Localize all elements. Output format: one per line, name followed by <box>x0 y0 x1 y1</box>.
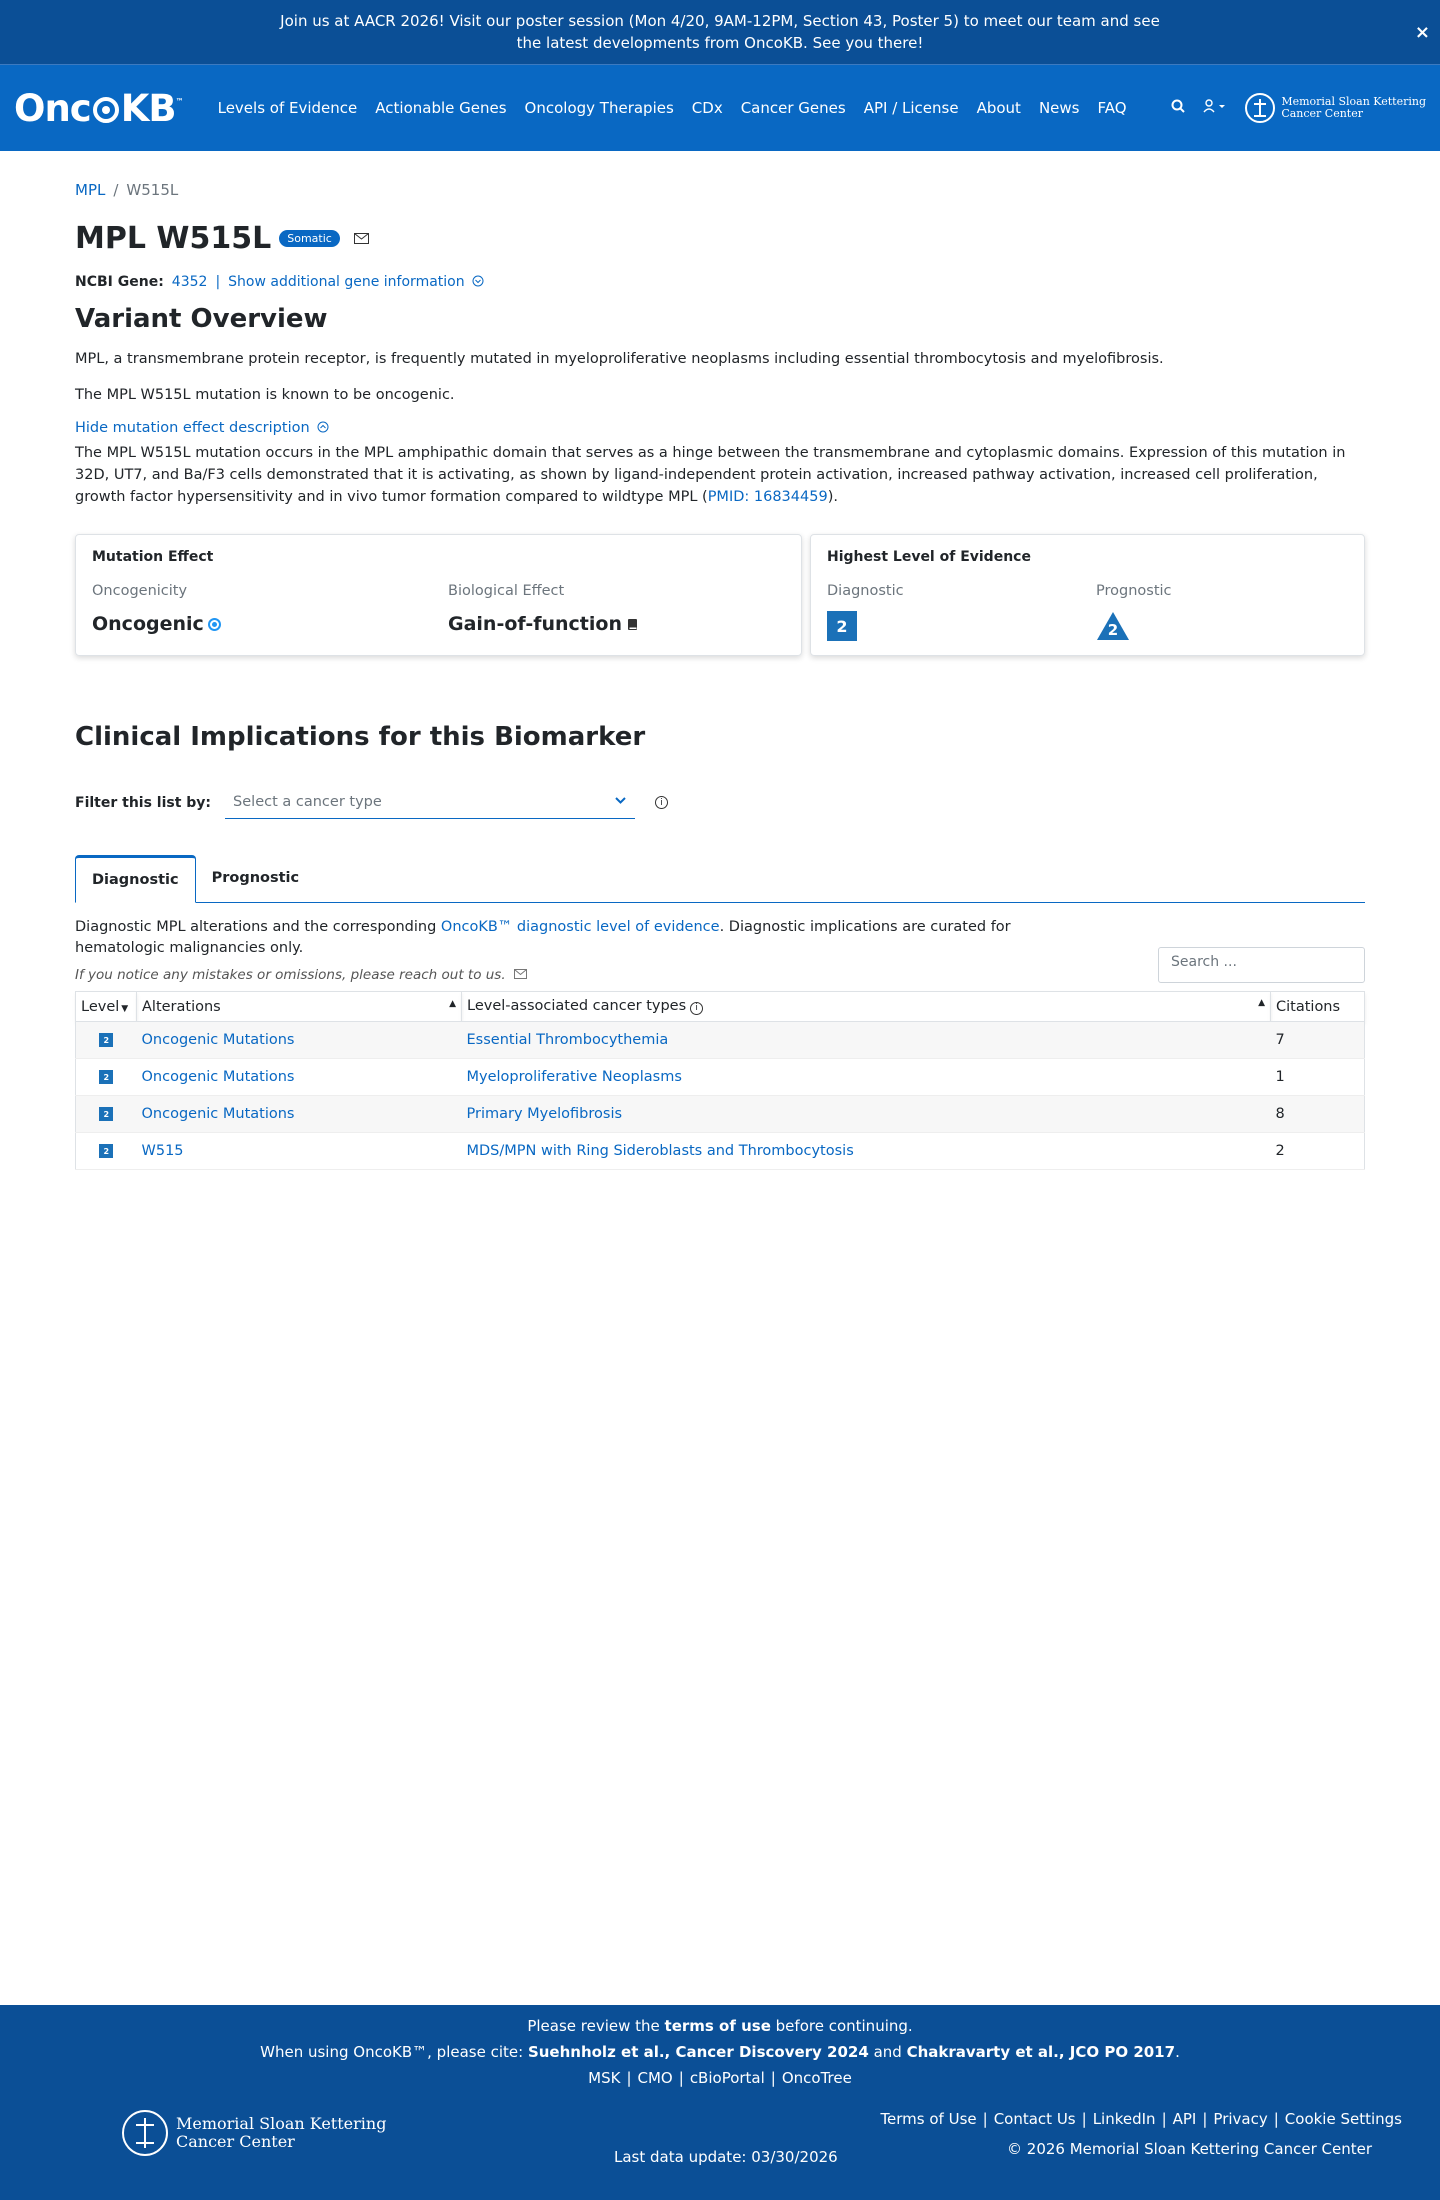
title-row <box>75 221 1365 256</box>
summary-cards <box>75 534 1365 656</box>
highest-level-card <box>810 534 1365 656</box>
mutation-effect-description <box>75 442 1365 508</box>
nav-item-api-license[interactable]: API / License <box>863 99 959 117</box>
cancer-type-cell <box>462 1059 1271 1096</box>
terms-of-use-link[interactable]: terms of use <box>664 2017 771 2035</box>
cancer-type-link[interactable]: Myeloproliferative Neoplasms <box>466 1069 682 1085</box>
footer-link-oncotree[interactable]: OncoTree <box>781 2069 852 2087</box>
info-icon[interactable]: i <box>655 796 668 809</box>
footer-msk-line-2: Cancer Center <box>176 2132 295 2151</box>
alteration-cell <box>137 1096 462 1133</box>
msk-logo-text <box>1281 96 1426 120</box>
oncogenic-icon <box>208 618 221 631</box>
level-column-header[interactable] <box>76 992 137 1022</box>
info-icon[interactable]: i <box>690 1002 703 1015</box>
filter-row <box>75 786 1365 819</box>
citations-cell[interactable]: 1 <box>1271 1059 1365 1096</box>
footer-link-linkedin[interactable]: LinkedIn <box>1092 2110 1156 2128</box>
clinical-implications-title: Clinical Implications for this Biomarker <box>75 722 646 752</box>
nav-right <box>1171 93 1426 123</box>
highest-level-cols <box>827 583 1348 641</box>
mutation-effect-title: Mutation Effect <box>92 549 214 565</box>
show-gene-info-link[interactable] <box>228 274 484 290</box>
table-header-row <box>76 992 1365 1022</box>
oncokb-logo[interactable] <box>14 87 183 130</box>
variant-summary: The MPL W515L mutation is known to be oncogenic. <box>75 387 455 403</box>
table-row <box>76 1059 1365 1096</box>
nav-item-levels-of-evidence[interactable]: Levels of Evidence <box>217 99 358 117</box>
footer-partner-links: MSK | CMO | cBioPortal | OncoTree <box>588 2069 852 2087</box>
alterations-header-label: Alterations <box>142 998 221 1015</box>
nav-item-about[interactable]: About <box>976 99 1021 117</box>
nav-item-oncology-therapies[interactable]: Oncology Therapies <box>524 99 674 117</box>
mail-icon[interactable] <box>354 230 369 248</box>
alteration-link[interactable]: Oncogenic Mutations <box>141 1106 295 1122</box>
level-header-label: Level <box>81 998 120 1015</box>
breadcrumb-sep: / <box>113 181 119 199</box>
feedback-note <box>75 967 527 983</box>
main-content <box>0 181 1440 1170</box>
diagnostic-desc-text: Diagnostic MPL alterations and the corresponding <box>75 919 441 935</box>
chevron-down-icon <box>614 794 627 807</box>
alteration-cell <box>137 1133 462 1170</box>
mail-icon[interactable] <box>514 969 527 979</box>
pmid-link[interactable]: PMID: 16834459 <box>707 489 828 505</box>
oncogenicity-col <box>92 583 448 635</box>
cancer-types-header-label: Level-associated cancer types <box>467 998 687 1015</box>
biological-effect-value-row <box>448 613 639 635</box>
hide-mutation-effect-label: Hide mutation effect description <box>75 420 310 436</box>
chevron-down-circle-icon <box>472 275 484 287</box>
cancer-type-link[interactable]: Primary Myelofibrosis <box>466 1106 623 1122</box>
book-icon[interactable] <box>626 618 639 631</box>
implications-table <box>75 991 1365 1170</box>
level-2-icon[interactable]: 2 <box>99 1144 113 1158</box>
somatic-badge: Somatic <box>279 230 340 247</box>
citations-cell[interactable]: 2 <box>1271 1133 1365 1170</box>
gene-summary: MPL, a transmembrane protein receptor, is frequently mutated in myeloproliferative neoplasms including essential thrombocytosis and myelofibrosis. <box>75 351 1164 367</box>
msk-line-2: Cancer Center <box>1281 107 1363 120</box>
footer-terms-notice <box>0 2017 1440 2035</box>
footer-link-cbioportal[interactable]: cBioPortal <box>689 2069 765 2087</box>
level-cell <box>76 1022 137 1059</box>
cancer-types-column-header[interactable] <box>462 992 1271 1022</box>
alterations-column-header[interactable] <box>137 992 462 1022</box>
cite-link-1[interactable]: Suehnholz et al., Cancer Discovery 2024 <box>527 2043 869 2061</box>
footer-review-post: before continuing. <box>770 2017 913 2035</box>
level-2-icon[interactable]: 2 <box>99 1033 113 1047</box>
footer-msk-logo[interactable] <box>122 2110 386 2156</box>
ncbi-gene-link[interactable]: 4352 <box>171 274 208 290</box>
alteration-link[interactable]: W515 <box>141 1143 184 1159</box>
breadcrumb <box>75 181 1365 199</box>
logo-text-post: KB <box>120 86 176 130</box>
show-gene-info-label: Show additional gene information <box>228 274 465 290</box>
footer-link-api[interactable]: API <box>1172 2110 1197 2128</box>
highest-level-title: Highest Level of Evidence <box>827 549 1031 565</box>
footer-legal-links: Terms of Use | Contact Us | LinkedIn | API | Privacy | Cookie Settings <box>880 2110 1402 2128</box>
chevron-up-circle-icon <box>317 421 329 433</box>
footer-msk-line-1: Memorial Sloan Kettering <box>176 2114 387 2133</box>
search-icon[interactable] <box>1171 99 1185 117</box>
cancer-type-link[interactable]: MDS/MPN with Ring Sideroblasts and Thrombocytosis <box>466 1143 854 1159</box>
navbar <box>0 65 1440 151</box>
prognostic-col <box>1096 583 1172 641</box>
filter-label: Filter this list by: <box>75 794 212 811</box>
footer-link-cookie-settings[interactable]: Cookie Settings <box>1284 2110 1402 2128</box>
sort-asc-icon: ▲ <box>1258 998 1265 1009</box>
tab-diagnostic[interactable]: Diagnostic <box>75 855 196 903</box>
footer-review-pre: Please review the <box>527 2017 665 2035</box>
footer-msk-text <box>176 2115 386 2151</box>
nav-item-cancer-genes[interactable]: Cancer Genes <box>740 99 846 117</box>
footer-link-cmo[interactable]: CMO <box>637 2069 673 2087</box>
table-row <box>76 1133 1365 1170</box>
announcement-banner <box>0 0 1440 65</box>
level-2-icon[interactable]: 2 <box>99 1070 113 1084</box>
msk-logo[interactable] <box>1245 93 1426 123</box>
cite-post: . <box>1175 2043 1180 2061</box>
cancer-type-select[interactable] <box>225 786 635 819</box>
description-end: ). <box>827 489 838 505</box>
oncogenicity-value: Oncogenic <box>92 613 204 635</box>
table-row <box>76 1022 1365 1059</box>
citations-cell[interactable]: 8 <box>1271 1096 1365 1133</box>
cancer-type-cell <box>462 1022 1271 1059</box>
alteration-link[interactable]: Oncogenic Mutations <box>141 1032 295 1048</box>
breadcrumb-variant: W515L <box>126 181 179 199</box>
biological-effect-label: Biological Effect <box>448 583 565 599</box>
diagnostic-col <box>827 583 1096 641</box>
citations-column-header[interactable]: Citations <box>1271 992 1365 1022</box>
cancer-type-link[interactable]: Essential Thrombocythemia <box>466 1032 669 1048</box>
diagnostic-desc-end: . Diagnostic implications are curated for hematologic malignancies only. <box>75 919 1011 956</box>
nav-menu <box>209 99 1136 117</box>
announcement-text: Join us at AACR 2026! Visit our poster session (Mon 4/20, 9AM-12PM, Section 43, Poster 5) to meet our team and see the latest developments from OncoKB. See you there! <box>280 12 1160 52</box>
last-data-update: Last data update: 03/30/2026 <box>614 2148 838 2166</box>
footer-link-privacy[interactable]: Privacy <box>1213 2110 1268 2128</box>
oncogenicity-label: Oncogenicity <box>92 583 188 599</box>
sort-desc-icon: ▼ <box>121 1003 129 1014</box>
cite-and: and <box>868 2043 907 2061</box>
footer-link-msk[interactable]: MSK <box>588 2069 621 2087</box>
nav-item-faq[interactable]: FAQ <box>1097 99 1127 117</box>
prognostic-level-icon[interactable] <box>1096 611 1130 641</box>
level-cell <box>76 1059 137 1096</box>
citations-cell[interactable]: 7 <box>1271 1022 1365 1059</box>
cancer-type-placeholder: Select a cancer type <box>233 794 382 810</box>
table-row <box>76 1096 1365 1133</box>
hide-mutation-effect-link[interactable] <box>75 420 329 436</box>
copyright: © 2026 Memorial Sloan Kettering Cancer Center <box>1007 2140 1372 2158</box>
prognostic-label: Prognostic <box>1096 583 1172 599</box>
biological-effect-col <box>448 583 639 635</box>
nav-item-cdx[interactable]: CDx <box>691 99 723 117</box>
nav-item-news[interactable]: News <box>1038 99 1080 117</box>
note-row <box>75 954 1365 983</box>
prognostic-level-value: 2 <box>1107 621 1119 639</box>
implication-tabs <box>75 855 1365 903</box>
diagnostic-level-link[interactable]: OncoKB™ diagnostic level of evidence <box>440 919 720 935</box>
footer-citation <box>0 2043 1440 2061</box>
msk-mark-icon <box>1245 93 1275 123</box>
mutation-effect-card <box>75 534 802 656</box>
feedback-note-text: If you notice any mistakes or omissions, please reach out to us. <box>75 967 506 983</box>
alteration-link[interactable]: Oncogenic Mutations <box>141 1069 295 1085</box>
biological-effect-value: Gain-of-function <box>448 613 622 635</box>
diagnostic-description <box>75 917 1075 959</box>
close-icon[interactable]: × <box>1414 22 1430 43</box>
description-text: The MPL W515L mutation occurs in the MPL amphipathic domain that serves as a hinge between the transmembrane and cytoplasmic domains. Expression of this mutation in 32D, UT7, and Ba/F3 cells demonstrated that it is activating, as shown by ligand-independent protein activation, increased pathway activation, increased cell proliferation, growth factor hypersensitivity and in vivo tumor formation compared to wildtype MPL ( <box>75 445 1346 505</box>
level-cell <box>76 1133 137 1170</box>
diagnostic-label: Diagnostic <box>827 583 904 599</box>
ncbi-gene-label: NCBI Gene: <box>75 274 164 290</box>
gene-info-sep: | <box>215 274 221 290</box>
cite-pre: When using OncoKB™, please cite: <box>260 2043 528 2061</box>
table-search-input[interactable]: Search ... <box>1158 947 1365 983</box>
cancer-type-cell <box>462 1096 1271 1133</box>
alteration-cell <box>137 1059 462 1096</box>
sort-asc-icon: ▲ <box>449 998 456 1009</box>
msk-line-1: Memorial Sloan Kettering <box>1281 95 1426 108</box>
level-cell <box>76 1096 137 1133</box>
footer-bottom <box>0 2110 1440 2190</box>
footer <box>0 2005 1440 2200</box>
logo-text-pre: Onc <box>14 86 91 130</box>
footer-link-contact[interactable]: Contact Us <box>993 2110 1076 2128</box>
footer-link-terms[interactable]: Terms of Use <box>880 2110 977 2128</box>
cite-link-2[interactable]: Chakravarty et al., JCO PO 2017 <box>906 2043 1176 2061</box>
gene-info-row <box>75 274 1365 290</box>
variant-overview-title: Variant Overview <box>75 304 328 334</box>
nav-item-actionable-genes[interactable]: Actionable Genes <box>375 99 507 117</box>
level-2-icon[interactable]: 2 <box>99 1107 113 1121</box>
tab-prognostic[interactable]: Prognostic <box>211 870 300 886</box>
user-menu-icon[interactable] <box>1203 99 1227 117</box>
alteration-cell <box>137 1022 462 1059</box>
page-title: MPL W515L <box>75 221 272 256</box>
logo-tm: ™ <box>175 96 183 106</box>
logo-o-icon <box>93 97 119 123</box>
mutation-effect-cols <box>92 583 785 635</box>
cancer-type-cell <box>462 1133 1271 1170</box>
breadcrumb-gene[interactable]: MPL <box>75 181 106 199</box>
msk-mark-icon <box>122 2110 168 2156</box>
diagnostic-level-icon[interactable]: 2 <box>827 611 857 641</box>
oncogenicity-value-row <box>92 613 448 635</box>
